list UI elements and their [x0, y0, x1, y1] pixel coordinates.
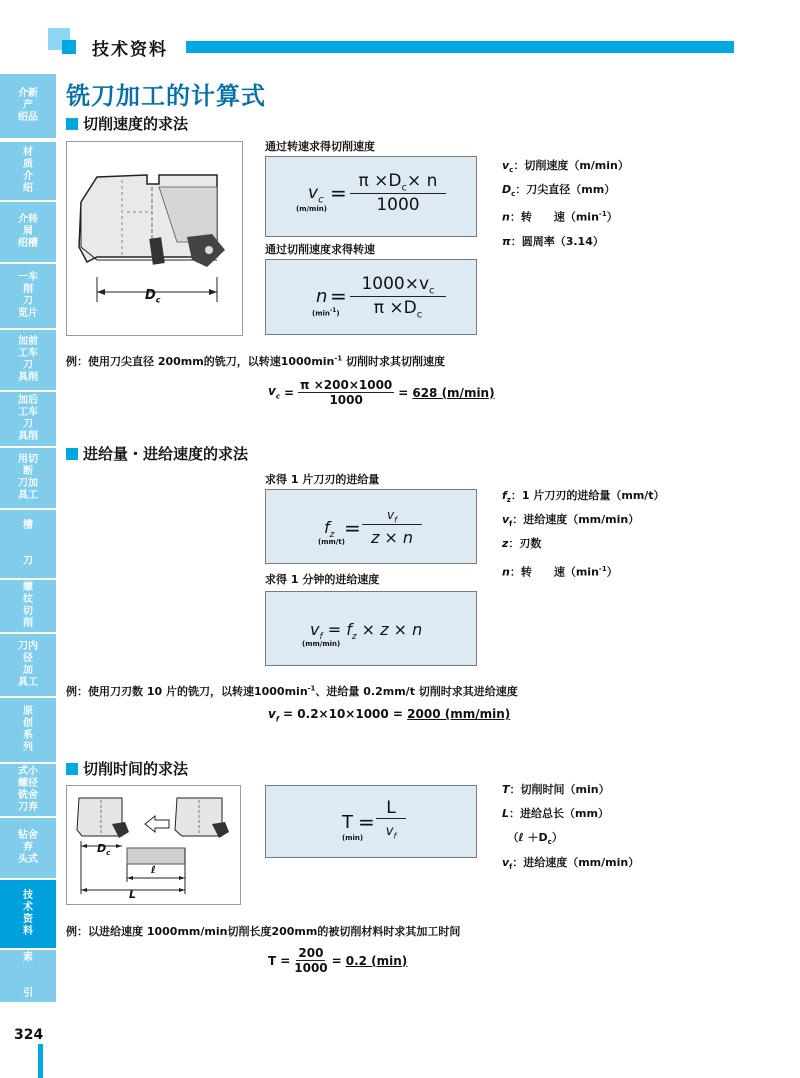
formula-numerator: $\pi \times D_c\times n$ — [350, 171, 446, 194]
header-decor-square-small — [62, 40, 76, 54]
section-title-cutting-speed — [66, 113, 188, 134]
equals: = — [344, 516, 361, 540]
legend-item: $v_f$：进给速度（mm/min） — [502, 855, 640, 871]
formula-box-cutting-speed — [265, 156, 477, 237]
l-total-dimension-label: L — [129, 888, 137, 901]
sidebar-tab-8[interactable]: 螺 纹 切 削 — [0, 580, 56, 632]
legend-feed — [502, 486, 665, 586]
sidebar-tab-12[interactable]: 钻舍 弃 头式 — [0, 818, 56, 878]
cutting-time-illustration — [67, 786, 240, 904]
formula-box-feed-per-tooth — [265, 489, 477, 564]
page-title: 铣刀加工的计算式 — [66, 82, 266, 110]
equals: = — [330, 181, 347, 205]
legend-item: n：转 速$(\min^{-1})$ — [502, 210, 618, 225]
calc-feed: $v_f = 0.2\times 10\times 1000 = 2000$ (mm/min) — [268, 707, 511, 724]
dc-dimension-label: $D_c$ — [145, 288, 161, 305]
formula-lhs: n — [316, 286, 328, 307]
formula-expression: $v_f = f_z \times z \times n$ — [310, 620, 423, 643]
formula-box-cutting-time — [265, 785, 477, 858]
formula-box-rpm — [265, 259, 477, 335]
milling-cutter-illustration — [67, 142, 242, 335]
header-title: 技术资料 — [92, 40, 168, 60]
legend-item: T：切削时间（min） — [502, 783, 610, 796]
equals: = — [330, 284, 347, 308]
legend-item: π：圆周率（3.14） — [502, 235, 604, 249]
section-title-text: 切削时间的求法 — [83, 760, 189, 778]
header-bar — [186, 41, 734, 53]
formula-unit: (mm/min) — [302, 640, 341, 648]
legend-item: （ℓ $+D_c$） — [502, 831, 563, 847]
formula-label-rpm: 通过切削速度求得转速 — [265, 243, 375, 256]
formula-lhs: $v_c$ — [308, 183, 324, 206]
cutting-time-figure — [66, 785, 241, 905]
legend-cutting-time — [502, 780, 639, 877]
sidebar-tab-10[interactable]: 原 创 系 列 — [0, 698, 56, 762]
sidebar-tab-5[interactable]: 加后 工车 刀 具削 — [0, 392, 56, 446]
sidebar-tab-14[interactable]: 索 引 — [0, 950, 56, 1002]
section-marker — [66, 448, 78, 460]
equals: = — [358, 810, 375, 834]
formula-denominator: $\pi \times D_c$ — [373, 298, 423, 321]
sidebar-tab-11[interactable]: 式小 螺径 铣舍 刀弃 — [0, 764, 56, 816]
example-cutting-time: 例：以进给速度 1000mm/min切削长度200mm的被切削材料时求其加工时间 — [66, 925, 461, 938]
legend-item: z：刃数 — [502, 537, 542, 551]
formula-unit: (min) — [342, 834, 364, 842]
section-title-feed — [66, 443, 248, 464]
page-number: 324 — [14, 1027, 44, 1043]
legend-item: L：进给总长（mm） — [502, 807, 609, 821]
sidebar-tab-4[interactable]: 加前 工车 刀 具削 — [0, 330, 56, 390]
calc-cutting-speed: $v_c$ = $\frac{\pi \times 200\times 1000}{1000}$ = 628 (m/min) — [268, 378, 495, 407]
dc-dimension-label: $D_c$ — [97, 842, 111, 858]
formula-label-feed-per-tooth: 求得 1 片刀刃的进给量 — [265, 473, 380, 486]
formula-lhs: $f_z$ — [324, 518, 335, 541]
sidebar-tab-7[interactable]: 槽 刀 — [0, 510, 56, 578]
formula-numerator: $1000\times v_c$ — [350, 274, 446, 297]
formula-numerator: L — [376, 798, 406, 819]
l-small-dimension-label: ℓ — [151, 865, 156, 876]
legend-cutting-speed — [502, 156, 629, 256]
formula-denominator: z × n — [370, 528, 414, 547]
formula-unit: $(\min^{-1})$ — [312, 308, 340, 318]
legend-item: $f_z$：1 片刀刃的进给量（mm/t） — [502, 489, 665, 505]
legend-item: n：转 速$(\min^{-1})$ — [502, 564, 618, 579]
sidebar-tab-2[interactable]: 介转 屑 绍槽 — [0, 202, 56, 262]
section-title-cutting-time — [66, 758, 188, 779]
milling-cutter-figure — [66, 141, 243, 336]
formula-numerator: $v_f$ — [362, 508, 422, 525]
calc-result: 2000 (mm/min) — [407, 707, 511, 721]
calc-cutting-time: T = $\frac{200}{1000}$ = 0.2 (min) — [268, 946, 408, 975]
sidebar-tab-1[interactable]: 材 质 介 绍 — [0, 142, 56, 200]
example-cutting-speed: 例：使用刀尖直径 200mm的铣刀，以转速$1000\min^{-1}$ 切削时求其切削速度 — [66, 354, 446, 368]
legend-item: $v_c$：切削速度（m/min） — [502, 159, 629, 175]
formula-label-speed: 通过转速求得切削速度 — [265, 140, 375, 153]
section-title-text: 进给量・进给速度的求法 — [83, 445, 249, 463]
sidebar-index — [0, 74, 58, 1004]
sidebar-tab-3[interactable]: 一车 削 刀 览片 — [0, 264, 56, 328]
sidebar-tab-13[interactable]: 技 术 资 料 — [0, 880, 56, 948]
legend-item: $v_f$：进给速度（mm/min） — [502, 513, 640, 529]
formula-label-feed-speed: 求得 1 分钟的进给速度 — [265, 573, 380, 586]
section-marker — [66, 118, 78, 130]
formula-unit: (m/min) — [296, 205, 327, 213]
section-title-text: 切削速度的求法 — [83, 115, 189, 133]
formula-denominator: 1000 — [376, 195, 420, 215]
calc-result: 0.2 (min) — [345, 953, 408, 968]
sidebar-tab-0[interactable]: 介新 产 绍品 — [0, 74, 56, 138]
sidebar-tab-9[interactable]: 刀内 径 加 具工 — [0, 634, 56, 696]
calc-result: 628 (m/min) — [412, 385, 495, 400]
example-feed: 例：使用刀刃数 10 片的铣刀，以转速$1000\min^{-1}$、进给量 0.2mm/t 切削时求其进给速度 — [66, 684, 518, 698]
sidebar-tab-6[interactable]: 用切 断 刀加 具工 — [0, 448, 56, 508]
legend-item: $D_c$：刀尖直径（mm） — [502, 183, 616, 199]
formula-denominator: $v_f$ — [385, 824, 397, 841]
formula-box-feed-speed — [265, 591, 477, 666]
page-strip — [38, 1044, 43, 1078]
formula-lhs: T — [342, 812, 353, 833]
formula-unit: (mm/t) — [318, 538, 345, 546]
section-marker — [66, 763, 78, 775]
